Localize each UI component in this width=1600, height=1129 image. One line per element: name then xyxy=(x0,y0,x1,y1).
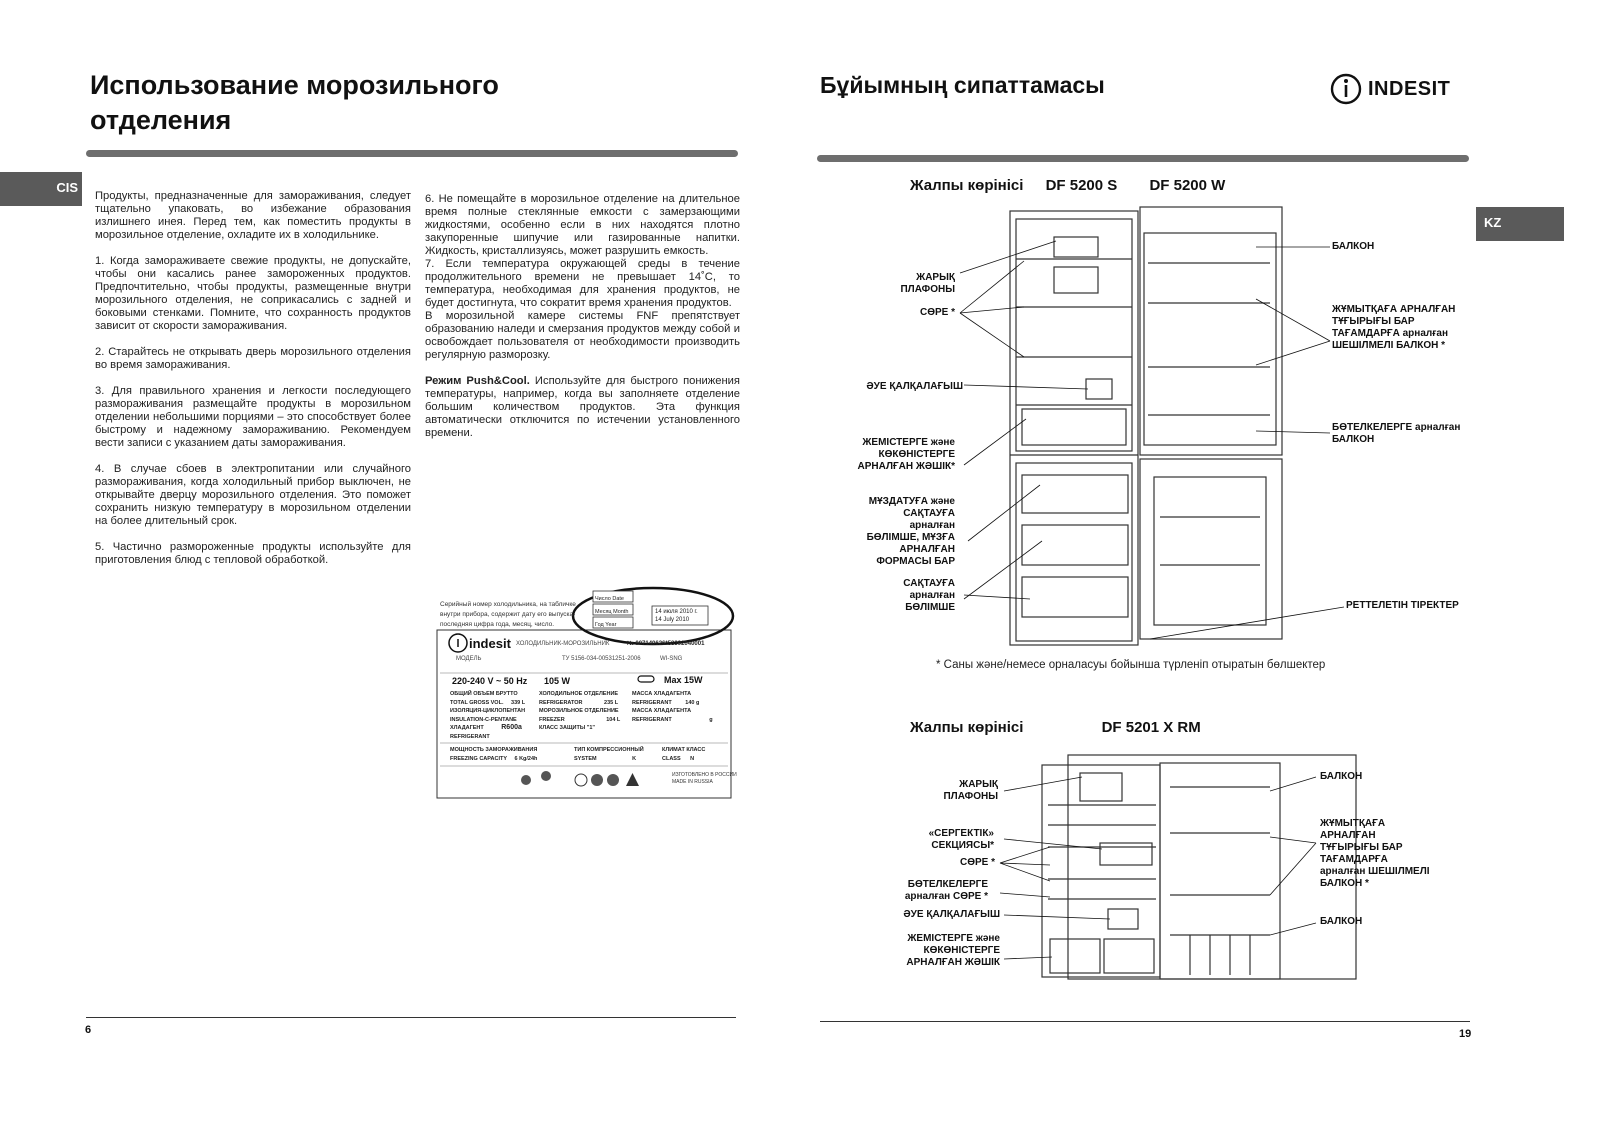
diagram1-footnote: * Саны және/немесе орналасуы бойынша түрленіп отыратын бөлшектер xyxy=(936,659,1326,671)
left-page-title xyxy=(90,68,730,138)
spec-r4b: INSULATION-C-PENTANE xyxy=(450,716,517,723)
plate-specs-col1 xyxy=(450,690,525,741)
date-label-year: Год Year xyxy=(595,622,617,628)
diagram2-model: DF 5201 X RM xyxy=(1101,719,1201,736)
spec-r9b: FREEZING CAPACITY xyxy=(450,755,507,762)
left-page-number: 6 xyxy=(85,1024,92,1036)
plate-caption xyxy=(440,600,600,630)
plate-specs-col3 xyxy=(632,690,713,724)
plate-serial: № 007140626*58392040001 xyxy=(627,641,705,647)
indesit-logo-mark-icon xyxy=(1330,72,1364,106)
d2-label-shelf: СӨРЕ * xyxy=(959,857,995,868)
indesit-logo xyxy=(1330,72,1465,106)
fridge2-air-baffle xyxy=(1108,909,1138,929)
plate-power: 105 W xyxy=(544,676,571,686)
left-column-1 xyxy=(95,190,411,580)
diagram1-model-a: DF 5200 S xyxy=(1045,177,1118,194)
plate-specs-row-bottom3 xyxy=(662,746,705,763)
spec-r5v: 104 L xyxy=(606,716,621,723)
d1-label-freezer-compartment: МҰЗДАТУҒА және САҚТАУҒА арналған БӨЛІМШЕ, МҰЗҒА АРНАЛҒАН ФОРМАСЫ БАР xyxy=(866,496,955,567)
spec-r9: МОЩНОСТЬ ЗАМОРАЖИВАНИЯ xyxy=(450,747,538,753)
spec-r1v: 339 L xyxy=(511,699,526,706)
plate-brand: indesit xyxy=(469,636,511,651)
d2-label-light: ЖАРЫҚ ПЛАФОНЫ xyxy=(943,779,998,802)
plate-voltage: 220-240 V ~ 50 Hz xyxy=(452,676,528,686)
d2-label-bottle-shelf: БӨТЕЛКЕЛЕРГЕ арналған СӨРЕ * xyxy=(904,879,988,902)
col2-para-6: 6. Не помещайте в морозильное отделение на длительное время полные стеклянные емкости с замерзающими жидкостями, особенно если в них находятся плотно закупоренные шипучие или газированные напитки. Жидкость, кристаллизуясь, может разрушить емкость. xyxy=(425,193,740,257)
plate-caption-3: последняя цифра года, месяц, число. xyxy=(440,621,555,628)
spec-r11v: N xyxy=(690,755,695,762)
left-title-line2: отделения xyxy=(90,105,232,135)
plate-specs-row-bottom1 xyxy=(450,746,537,763)
left-header-bar xyxy=(86,150,738,157)
spec-r7: ХЛАДАГЕНТ xyxy=(450,725,484,731)
fridge1-drawer-2 xyxy=(1022,525,1128,565)
fridge1-door-lower xyxy=(1140,459,1282,639)
cert-mark-icon-4 xyxy=(591,774,603,786)
plate-lamp: Max 15W xyxy=(664,675,703,685)
spec-r10v: K xyxy=(632,755,637,762)
d1-label-storage: САҚТАУҒА арналған БӨЛІМШЕ xyxy=(903,578,955,613)
plate-wi-sng: WI-SNG xyxy=(660,656,683,662)
d1-label-light: ЖАРЫҚ ПЛАФОНЫ xyxy=(900,272,955,295)
spec-r4: ИЗОЛЯЦИЯ-ЦИКЛОПЕНТАН xyxy=(450,708,526,714)
spec-r3v: 140 g xyxy=(685,699,700,706)
plate-specs-row-bottom2 xyxy=(574,746,644,763)
lang-tab-cis-label: CIS xyxy=(56,180,78,195)
d1-label-adjustable-feet: РЕТТЕЛЕТІН ТІРЕКТЕР xyxy=(1346,600,1459,611)
spec-r5: МОРОЗИЛЬНОЕ ОТДЕЛЕНИЕ xyxy=(539,708,619,714)
col1-para-intro: Продукты, предназначенные для замораживания, следует тщательно упаковать, во избежание образования излишнего инея. Перед тем, как поместить продукты в морозильное отделение, охладите их в холодильнике. xyxy=(95,190,411,241)
d2-label-egg-balcony: ЖҰМЫТҚАҒА АРНАЛҒАН ТҰҒЫРЫҒЫ БАР ТАҒАМДАРҒА арналған ШЕШІЛМЕЛІ БАЛКОН * xyxy=(1320,818,1430,889)
plate-made-in xyxy=(672,772,737,786)
d1-label-balcony: БАЛКОН xyxy=(1332,241,1375,252)
diagram2-heading xyxy=(910,719,1201,736)
date-label-day: Число Date xyxy=(595,596,624,602)
cert-mark-icon-1 xyxy=(521,775,531,785)
spec-r6v: g xyxy=(709,716,713,723)
lang-tab-cis xyxy=(0,172,82,206)
plate-product: ХОЛОДИЛЬНИК-МОРОЗИЛЬНИК xyxy=(516,641,610,647)
fridge2-crisper-left xyxy=(1050,939,1100,973)
lang-tab-kz-label: KZ xyxy=(1484,215,1502,230)
col2-para-mode xyxy=(425,375,740,440)
fridge1-drawer-1 xyxy=(1022,475,1128,513)
diagram1-model-b: DF 5200 W xyxy=(1149,177,1226,194)
spec-r2v: 235 L xyxy=(604,699,619,706)
date-example-ru: 14 июля 2010 г. xyxy=(655,609,698,615)
col1-para-1: 1. Когда замораживаете свежие продукты, не допускайте, чтобы они касались ранее замороженных продуктов. Предпочтительно, чтобы продукты, размещенные внутри морозильного отделения, не соприкасались с задней и боковыми стенками. Помните, что сохранность продуктов зависит от скорости замораживания. xyxy=(95,255,411,332)
spec-r2b: REFRIGERATOR xyxy=(539,699,583,706)
d2-label-balcony-bottom: БАЛКОН xyxy=(1320,916,1363,927)
diagram1-heading xyxy=(910,177,1225,194)
date-labels xyxy=(595,593,628,632)
mode-title: Режим Push&Cool. xyxy=(425,375,530,387)
col2-para-fnf: В морозильной камере системы FNF препятствует образованию наледи и смерзания продуктов между собой и освобождает пользователя от необходимости производить регулярную разморозку. xyxy=(425,310,740,361)
lang-tab-kz xyxy=(1476,207,1564,241)
d2-label-crisper: ЖЕМІСТЕРГЕ және КӨКӨНІСТЕРГЕ АРНАЛҒАН ЖӘШІК xyxy=(906,933,1000,968)
plate-caption-1: Серийный номер холодильника, на табличке xyxy=(440,601,576,608)
spec-r6: МАССА ХЛАДАГЕНТА xyxy=(632,708,692,714)
plate-caption-2: внутри прибора, содержит дату его выпуска- xyxy=(440,611,576,618)
fridge2-cabinet xyxy=(1068,755,1356,979)
right-page-title: Бұйымның сипаттамасы xyxy=(820,72,1105,98)
indesit-logo-text: INDESIT xyxy=(1368,78,1451,100)
cert-mark-icon-5 xyxy=(607,774,619,786)
date-example xyxy=(655,608,698,624)
fridge1-door-upper xyxy=(1140,207,1282,455)
d1-label-air-baffle: ӘУЕ ҚАЛҚАЛАҒЫШ xyxy=(866,381,963,392)
date-label-month: Месяц Month xyxy=(595,609,629,615)
col2-para-7: 7. Если температура окружающей среды в течение продолжительного времени не превышает 14˚С, то температура, необходимая для хранения продуктов, не будет достигнута, что сократит время хранения продуктов. xyxy=(425,258,740,309)
date-example-en: 14 July 2010 xyxy=(655,617,690,623)
d1-label-crisper: ЖЕМІСТЕРГЕ және КӨКӨНІСТЕРГЕ АРНАЛҒАН ЖӘШІК* xyxy=(857,437,955,472)
fridge1-air-baffle xyxy=(1086,379,1112,399)
col1-para-5: 5. Частично размороженные продукты используйте для приготовления блюд с тепловой обработкой. xyxy=(95,541,411,566)
spec-r3b: REFRIGERANT xyxy=(632,699,672,706)
fridge2-crisper-right xyxy=(1104,939,1154,973)
spec-r10: ТИП КОМПРЕССИОННЫЙ xyxy=(574,747,644,753)
spec-r6b: REFRIGERANT xyxy=(632,716,672,723)
spec-r1: ОБЩИЙ ОБЪЕМ БРУТТО xyxy=(450,691,518,697)
cert-mark-icon-2 xyxy=(541,771,551,781)
fridge1-cabinet xyxy=(1010,211,1138,645)
fridge1-crisper xyxy=(1022,409,1126,445)
d2-label-air-baffle: ӘУЕ ҚАЛҚАЛАҒЫШ xyxy=(903,909,1000,920)
spec-r1b: TOTAL GROSS VOL. xyxy=(450,699,504,706)
spec-r7b: REFRIGERANT xyxy=(450,733,490,740)
diagram1-heading-text: Жалпы көрінісі xyxy=(910,177,1024,194)
left-footer-rule xyxy=(86,1017,736,1018)
d1-label-egg-balcony: ЖҰМЫТҚАҒА АРНАЛҒАН ТҰҒЫРЫҒЫ БАР ТАҒАМДАРҒА арналған ШЕШІЛМЕЛІ БАЛКОН * xyxy=(1332,304,1456,351)
col1-para-3: 3. Для правильного хранения и легкости последующего размораживания размещайте продукты в морозильном отделении небольшими порциями – это способствует более быстрому и надежному замораживанию. Рекомендуем вести записи с указанием даты замораживания. xyxy=(95,385,411,449)
fridge2-freshness-section xyxy=(1100,843,1152,865)
plate-model-label: МОДЕЛЬ xyxy=(456,656,482,662)
spec-r10b: SYSTEM xyxy=(574,755,597,762)
d2-label-balcony-top: БАЛКОН xyxy=(1320,771,1363,782)
d1-label-shelf: СӨРЕ * xyxy=(919,307,955,318)
mode-text: Используйте для быстрого понижения температуры, например, когда вы заполняете отделение большим количеством продуктов. Эта функция автоматически отключится по истечении установленного времени. xyxy=(425,375,740,439)
fridge1-drawer-3 xyxy=(1022,577,1128,617)
right-footer-rule xyxy=(820,1021,1470,1022)
right-header-bar xyxy=(817,155,1469,162)
col1-para-4: 4. В случае сбоев в электропитании или случайного размораживания, когда холодильный прибор выключен, не открывайте дверцу морозильного отделения. Это поможет сохранить низкую температуру в морозильном отделении на более длительный срок. xyxy=(95,463,411,527)
spec-r11: КЛИМАТ КЛАСС xyxy=(662,747,706,753)
left-column-2 xyxy=(425,193,740,453)
spec-r11b: CLASS xyxy=(662,755,681,762)
spec-r9v: 6 Kg/24h xyxy=(514,755,538,762)
rating-plate-figure xyxy=(436,586,738,800)
fridge2-door xyxy=(1160,763,1280,979)
d1-label-bottle-balcony: БӨТЕЛКЕЛЕРГЕ арналған БАЛКОН xyxy=(1332,422,1461,445)
diagram2-heading-text: Жалпы көрінісі xyxy=(910,719,1024,736)
col1-para-2: 2. Старайтесь не открывать дверь морозильного отделения во время замораживания. xyxy=(95,346,411,371)
spec-r3: МАССА ХЛАДАГЕНТА xyxy=(632,691,692,697)
plate-spec-code: ТУ 5156-034-00531251-2006 xyxy=(562,656,641,662)
left-title-line1: Использование морозильного xyxy=(90,70,499,100)
made-en: MADE IN RUSSIA xyxy=(672,779,713,785)
plate-specs-col2 xyxy=(539,690,620,733)
right-page-number: 19 xyxy=(1459,1028,1472,1040)
spec-r2: ХОЛОДИЛЬНОЕ ОТДЕЛЕНИЕ xyxy=(539,691,619,697)
spec-r5b: FREEZER xyxy=(539,716,565,723)
made-ru: ИЗГОТОВЛЕНО В РОССИИ xyxy=(672,772,737,778)
spec-r8: КЛАСС ЗАЩИТЫ "1" xyxy=(539,725,596,731)
spec-r7v: R600a xyxy=(501,724,522,731)
d2-label-freshness: «СЕРГЕКТІК» СЕКЦИЯСЫ* xyxy=(928,828,994,851)
